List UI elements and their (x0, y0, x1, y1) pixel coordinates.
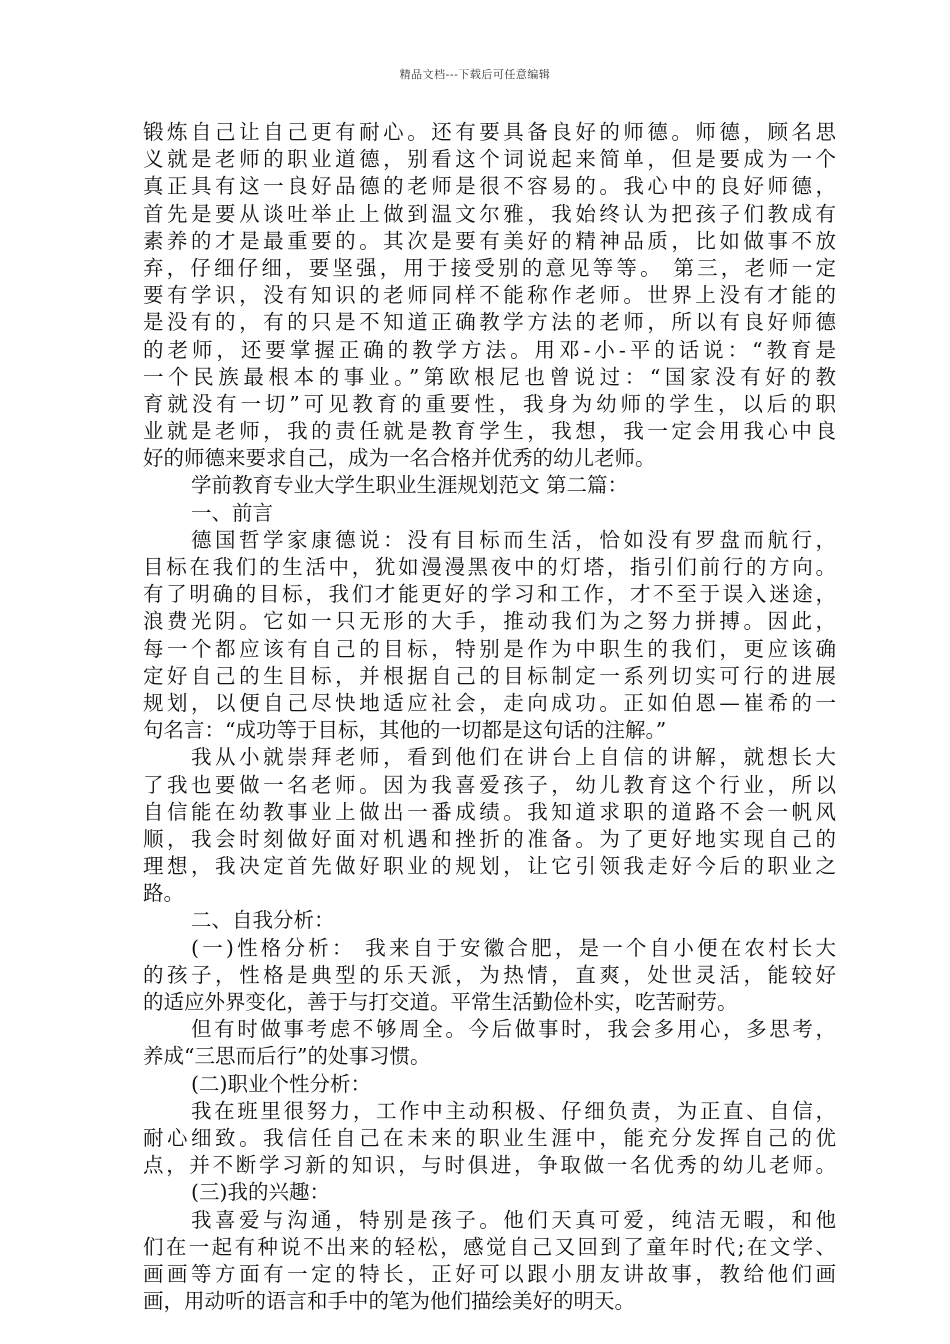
text-line: 我喜爱与沟通，特别是孩子。他们天真可爱，纯洁无暇，和他 (191, 1207, 836, 1232)
text-line: 但有时做事考虑不够周全。今后做事时，我会多用心，多思考， (191, 1017, 836, 1042)
text-line: (三)我的兴趣： (191, 1180, 330, 1205)
text-line: 的适应外界变化，善于与打交道。平常生活勤俭朴实，吃苦耐劳。 (143, 990, 738, 1014)
text-line: 要有学识，没有知识的老师同样不能称作老师。世界上没有才能的 (143, 283, 836, 308)
text-line: 真正具有这一良好品德的老师是很不容易的。我心中的良好师德， (143, 174, 836, 199)
text-line: 顺，我会时刻做好面对机遇和挫折的准备。为了更好地实现自己的 (143, 826, 836, 851)
text-line: 浪费光阴。它如一只无形的大手，推动我们为之努力拼搏。因此， (143, 609, 836, 634)
text-line: 业就是老师，我的责任就是教育学生，我想，我一定会用我心中良 (143, 419, 836, 444)
text-line: 义就是老师的职业道德，别看这个词说起来简单，但是要成为一个 (143, 147, 836, 172)
text-line: 路。 (143, 881, 184, 906)
text-line: 素养的才是最重要的。其次是要有美好的精神品质，比如做事不放 (143, 228, 836, 253)
text-line: 句名言：“成功等于目标，其他的一切都是这句话的注解。” (143, 718, 667, 743)
text-line: 画画等方面有一定的特长，正好可以跟小朋友讲故事，教给他们画 (143, 1261, 836, 1286)
text-line: 学前教育专业大学生职业生涯规划范文 第二篇： (191, 473, 629, 498)
text-line: 点，并不断学习新的知识，与时俱进，争取做一名优秀的幼儿老师。 (143, 1153, 836, 1178)
text-line: (二)职业个性分析： (191, 1071, 371, 1096)
text-line: 自信能在幼教事业上做出一番成绩。我知道求职的道路不会一帆风 (143, 799, 836, 824)
text-line: 一、前言 (191, 500, 273, 525)
text-line: 养成“三思而后行”的处事习惯。 (143, 1044, 431, 1069)
text-line: 德国哲学家康德说：没有目标而生活，恰如没有罗盘而航行， (191, 527, 836, 552)
text-line: 的孩子，性格是典型的乐天派，为热情，直爽，处世灵活，能较好 (143, 962, 836, 987)
text-line: 我从小就崇拜老师，看到他们在讲台上自信的讲解，就想长大 (191, 745, 836, 770)
text-line: 一个民族最根本的事业。”第欧根尼也曾说过：“国家没有好的教 (143, 364, 836, 389)
text-line: 理想，我决定首先做好职业的规划，让它引领我走好今后的职业之 (143, 854, 836, 879)
text-line: 的老师，还要掌握正确的教学方法。用邓-小-平的话说：“教育是 (143, 337, 836, 362)
text-line: 有了明确的目标，我们才能更好的学习和工作，才不至于误入迷途， (143, 582, 836, 607)
document-body (143, 119, 836, 1315)
text-line: 二、自我分析： (191, 908, 335, 933)
page-header: 精品文档---下载后可任意编辑 (399, 68, 551, 81)
text-line: 好的师德来要求自己，成为一名合格并优秀的幼儿老师。 (143, 446, 656, 471)
text-line: 定好自己的生目标，并根据自己的目标制定一系列切实可行的进展 (143, 663, 836, 688)
text-line: 锻炼自己让自己更有耐心。还有要具备良好的师德。师德，顾名思 (143, 120, 836, 144)
text-line: 了我也要做一名老师。因为我喜爱孩子，幼儿教育这个行业，所以 (143, 772, 836, 797)
text-line: 我在班里很努力，工作中主动积极、仔细负责，为正直、自信， (191, 1098, 836, 1123)
text-line: 画，用动听的语言和手中的笔为他们描绘美好的明天。 (143, 1289, 635, 1314)
text-line: 规划，以便自己尽快地适应社会，走向成功。正如伯恩—崔希的一 (143, 690, 836, 715)
text-line: 是没有的，有的只是不知道正确教学方法的老师，所以有良好师德 (143, 310, 836, 335)
text-line: 耐心细致。我信任自己在未来的职业生涯中，能充分发挥自己的优 (143, 1125, 836, 1150)
text-line: 目标在我们的生活中，犹如漫漫黑夜中的灯塔，指引们前行的方向。 (143, 555, 836, 579)
text-line: 首先是要从谈吐举止上做到温文尔雅，我始终认为把孩子们教成有 (143, 201, 836, 226)
text-line: 们在一起有种说不出来的轻松，感觉自己又回到了童年时代;在文学、 (143, 1234, 836, 1259)
text-line: 每一个都应该有自己的目标，特别是作为中职生的我们，更应该确 (143, 636, 836, 661)
text-line: (一)性格分析： 我来自于安徽合肥，是一个自小便在农村长大 (191, 935, 836, 960)
text-line: 育就没有一切”可见教育的重要性，我身为幼师的学生，以后的职 (143, 391, 836, 416)
text-line: 弃，仔细仔细，要坚强，用于接受别的意见等等。 第三，老师一定 (143, 255, 836, 280)
